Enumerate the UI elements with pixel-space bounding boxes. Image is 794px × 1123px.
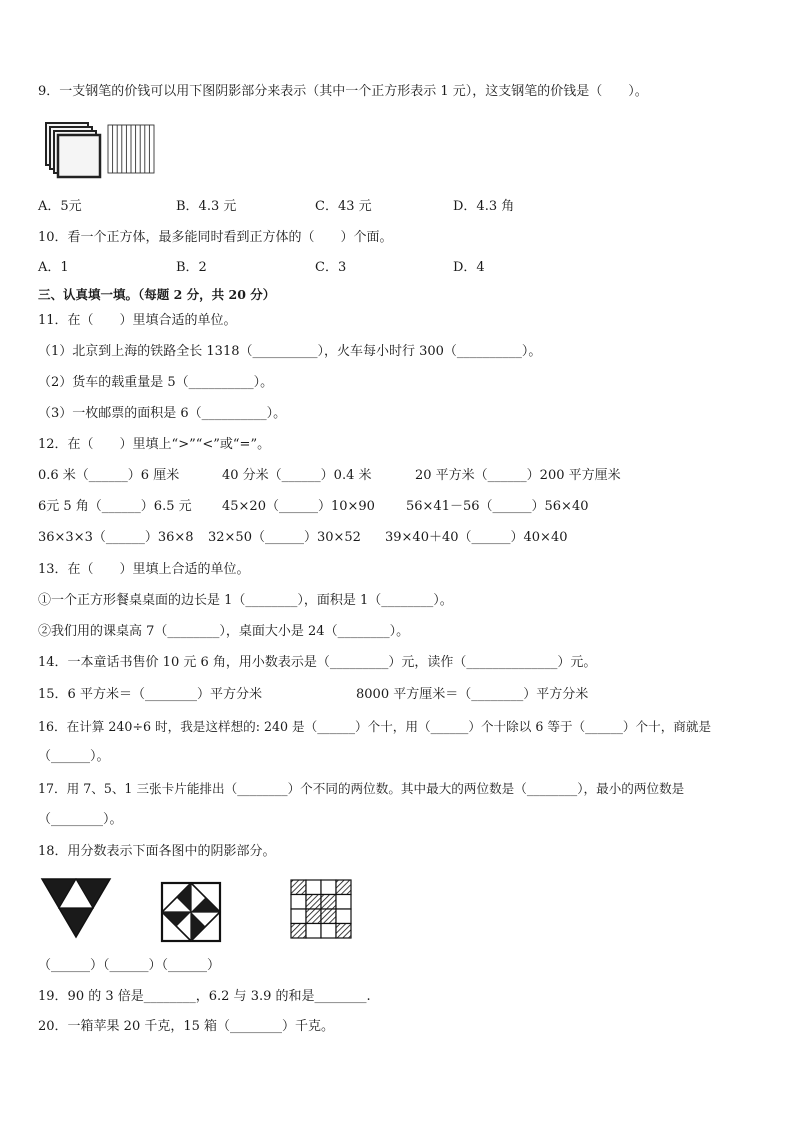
q10-option-c[interactable]: C．3 xyxy=(315,260,347,275)
q10-option-a[interactable]: A．1 xyxy=(38,260,69,275)
q12-r3-c2[interactable]: 32×50（______）30×52 xyxy=(208,530,361,545)
q18-grid-cells xyxy=(291,880,351,938)
q10-option-d[interactable]: D．4 xyxy=(453,260,485,275)
q18-triangle-svg xyxy=(40,877,112,939)
q18-triangle-figure xyxy=(40,877,112,939)
q19-text[interactable]: 19．90 的 3 倍是________，6.2 与 3.9 的和是________. xyxy=(38,989,371,1004)
q9-tenth-strips xyxy=(108,125,154,173)
q18-answers[interactable]: （______）（______）（______） xyxy=(38,958,221,973)
q12-r2-c1[interactable]: 6元 5 角（______）6.5 元 xyxy=(38,499,192,514)
q18-grid-figure xyxy=(289,878,353,940)
q12-r2-c3[interactable]: 56×41－56（______）56×40 xyxy=(406,499,589,514)
q12-r3-c1[interactable]: 36×3×3（______）36×8 xyxy=(38,530,194,545)
section-3-title: 三、认真填一填。（每题 2 分，共 20 分） xyxy=(38,287,276,302)
q17-line1[interactable]: 17．用 7、5、1 三张卡片能排出（________）个不同的两位数。其中最大的两位数是（________），最小的两位数是 xyxy=(38,781,685,796)
q9-option-a[interactable]: A．5元 xyxy=(38,199,82,214)
q18-square-svg xyxy=(160,881,222,943)
q11-sub3[interactable]: （3）一枚邮票的面积是 6（__________）。 xyxy=(38,406,287,421)
q12-stem: 12．在（ ）里填上“>”“<”或“=”。 xyxy=(38,437,271,452)
q9-option-d[interactable]: D．4.3 角 xyxy=(453,199,515,214)
q11-sub1[interactable]: （1）北京到上海的铁路全长 1318（__________），火车每小时行 300（__________）。 xyxy=(38,344,542,359)
q9-money-figure xyxy=(44,121,160,183)
q14-text[interactable]: 14．一本童话书售价 10 元 6 角，用小数表示是（_________）元，读作（______________）元。 xyxy=(38,655,597,670)
q11-stem: 11．在（ ）里填合适的单位。 xyxy=(38,313,237,328)
q13-sub2[interactable]: ②我们用的课桌高 7（________），桌面大小是 24（________）。 xyxy=(38,624,410,639)
q15-left[interactable]: 15．6 平方米＝（________）平方分米 xyxy=(38,687,262,702)
q12-r1-c1[interactable]: 0.6 米（______）6 厘米 xyxy=(38,468,180,483)
q13-stem: 13．在（ ）里填上合适的单位。 xyxy=(38,562,250,577)
q16-line1[interactable]: 16．在计算 240÷6 时，我是这样想的: 240 是（______）个十，用（______）个十除以 6 等于（______）个十，商就是 xyxy=(38,719,712,734)
q13-sub1[interactable]: ①一个正方形餐桌桌面的边长是 1（________），面积是 1（________）。 xyxy=(38,593,453,608)
q9-option-b[interactable]: B．4.3 元 xyxy=(176,199,237,214)
q20-text[interactable]: 20．一箱苹果 20 千克，15 箱（________）千克。 xyxy=(38,1019,335,1034)
q9-squares-svg xyxy=(44,121,160,183)
q12-r1-c3[interactable]: 20 平方米（______）200 平方厘米 xyxy=(415,468,621,483)
q9-option-c[interactable]: C．43 元 xyxy=(315,199,372,214)
q18-square-figure xyxy=(160,881,222,943)
q18-grid-svg xyxy=(289,878,353,940)
q9-stem: 9．一支钢笔的价钱可以用下图阴影部分来表示（其中一个正方形表示 1 元），这支钢笔的价钱是（ ）。 xyxy=(38,84,648,99)
q12-r3-c3[interactable]: 39×40＋40（______）40×40 xyxy=(385,530,568,545)
q10-stem: 10．看一个正方体，最多能同时看到正方体的（ ）个面。 xyxy=(38,230,393,245)
q11-sub2[interactable]: （2）货车的载重量是 5（__________）。 xyxy=(38,375,274,390)
q10-option-b[interactable]: B．2 xyxy=(176,260,207,275)
q17-line2[interactable]: （________）。 xyxy=(38,812,123,827)
q9-square-4 xyxy=(58,135,100,177)
q12-r2-c2[interactable]: 45×20（______）10×90 xyxy=(222,499,375,514)
q18-stem: 18．用分数表示下面各图中的阴影部分。 xyxy=(38,844,276,859)
q16-line2[interactable]: （______）。 xyxy=(38,749,110,764)
q12-r1-c2[interactable]: 40 分米（______）0.4 米 xyxy=(222,468,372,483)
q15-right[interactable]: 8000 平方厘米＝（________）平方分米 xyxy=(356,687,589,702)
